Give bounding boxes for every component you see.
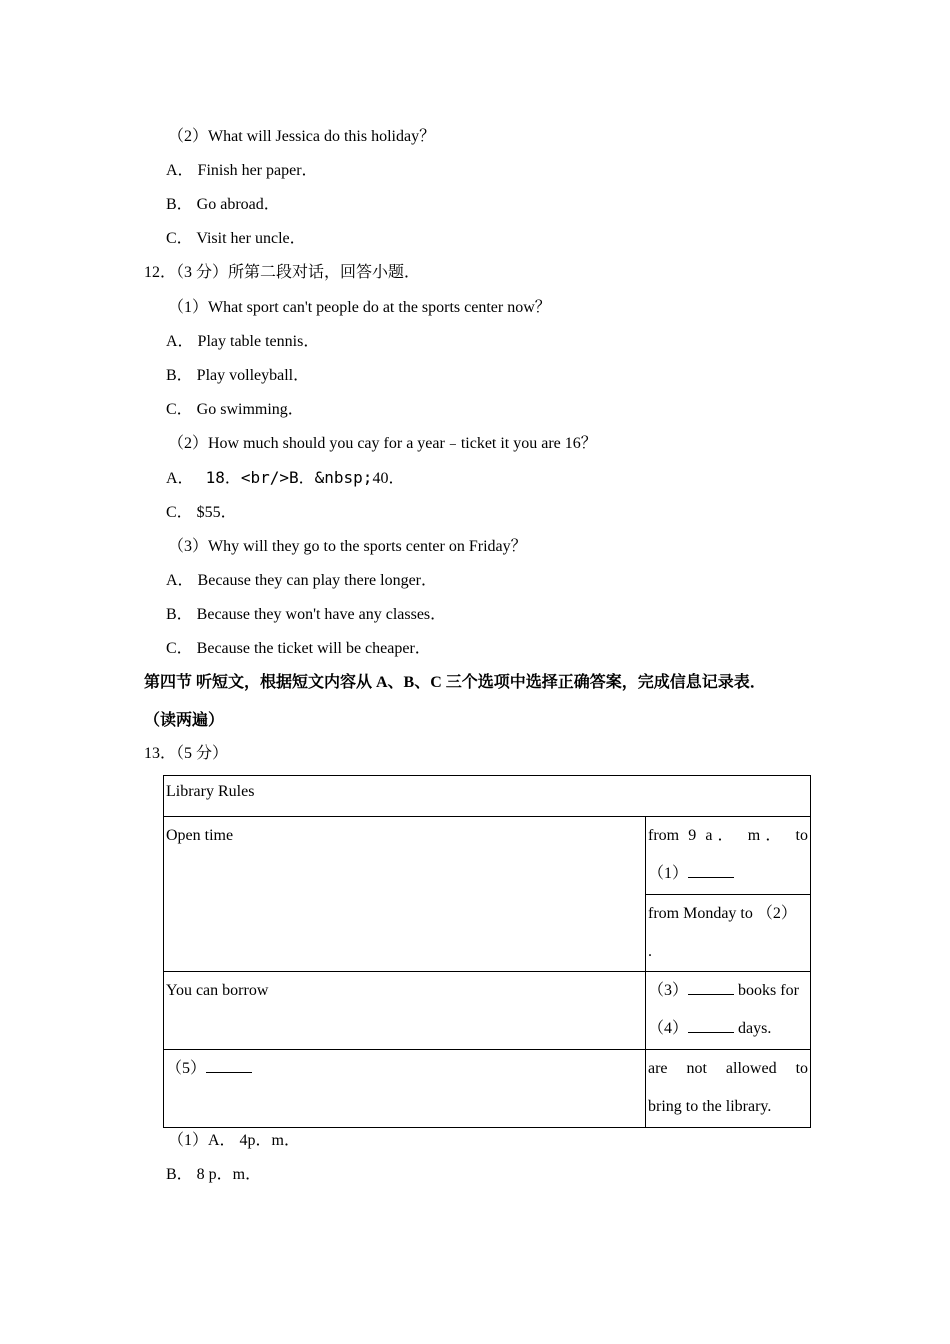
table-title: Library Rules <box>166 783 255 800</box>
blank-5 <box>206 1058 252 1073</box>
q12-1-option-a: A． Play table tennis． <box>166 333 320 350</box>
q11-2-stem: （2）What will Jessica do this holiday？ <box>168 128 436 145</box>
blank4-label: （4） <box>648 1020 689 1037</box>
library-rules-table <box>163 775 811 1128</box>
blank-3 <box>688 980 734 995</box>
item5-line2: bring to the library. <box>648 1098 772 1115</box>
q12-3-stem: （3）Why will they go to the sports center on Friday？ <box>168 538 527 555</box>
open-time-line1: from 9 a． m． to <box>648 827 809 844</box>
q11-2-option-c: C． Visit her uncle． <box>166 230 306 247</box>
blank3-label: （3） <box>648 982 689 999</box>
item5-line1: are not allowed to <box>648 1060 809 1077</box>
q12-1-stem: （1）What sport can't people do at the sports center now？ <box>168 299 551 316</box>
q12-2-option-a-image-text: 18．<br/>B．&nbsp; <box>205 468 373 487</box>
borrow-cell <box>646 972 811 1050</box>
q12-2-option-a-suffix: 40． <box>372 470 405 487</box>
blank-1 <box>688 863 734 878</box>
blank-4 <box>688 1018 734 1033</box>
borrow-line1-suffix: books for <box>738 982 799 999</box>
item5-cell <box>646 1050 811 1128</box>
open-time-cell-1 <box>646 817 811 895</box>
open-time-line1b <box>648 855 808 893</box>
borrow-line2 <box>648 1010 808 1048</box>
open-time-cell-2 <box>646 895 811 972</box>
q12-3-option-b: B． Because they won't have any classes． <box>166 606 447 623</box>
q13-1-option-a: （1）A． 4p．m． <box>168 1132 301 1149</box>
borrow-label-cell <box>164 972 646 1050</box>
blank5-label: （5） <box>166 1060 207 1077</box>
q13-1-option-b: B． 8 p．m． <box>166 1166 262 1183</box>
blank1-label: （1） <box>648 865 689 882</box>
q12-header: 12．（3 分）所第二段对话，回答小题． <box>144 264 421 281</box>
q12-3-option-a: A． Because they can play there longer． <box>166 572 438 589</box>
borrow-line2-suffix: days. <box>738 1020 772 1037</box>
q12-1-option-c: C． Go swimming． <box>166 401 304 418</box>
section4-title: 第四节 听短文，根据短文内容从 A、B、C 三个选项中选择正确答案，完成信息记录表． <box>144 674 766 691</box>
open-time-label-cell <box>164 817 646 972</box>
q13-header: 13．（5 分） <box>144 745 229 762</box>
open-time-label: Open time <box>166 827 234 844</box>
q12-2-option-a <box>166 468 404 489</box>
item5-label-cell <box>164 1050 646 1128</box>
q12-1-option-b: B． Play volleyball． <box>166 367 310 384</box>
borrow-label: You can borrow <box>166 982 269 999</box>
q11-2-option-b: B． Go abroad． <box>166 196 280 213</box>
open-time-line2: from Monday to （2） <box>648 905 797 922</box>
table-title-cell <box>164 776 811 817</box>
q12-3-option-c: C． Because the ticket will be cheaper． <box>166 640 431 657</box>
open-time-line2b: . <box>648 943 652 960</box>
borrow-line1 <box>648 972 808 1010</box>
section4-note: （读两遍） <box>144 712 225 729</box>
q11-2-option-a: A． Finish her paper． <box>166 162 318 179</box>
q12-2-option-c: C． $55． <box>166 504 237 521</box>
q12-2-option-a-prefix: A． <box>166 470 194 487</box>
q12-2-stem: （2）How much should you cay for a year﹣ticket it you are 16？ <box>168 435 597 452</box>
